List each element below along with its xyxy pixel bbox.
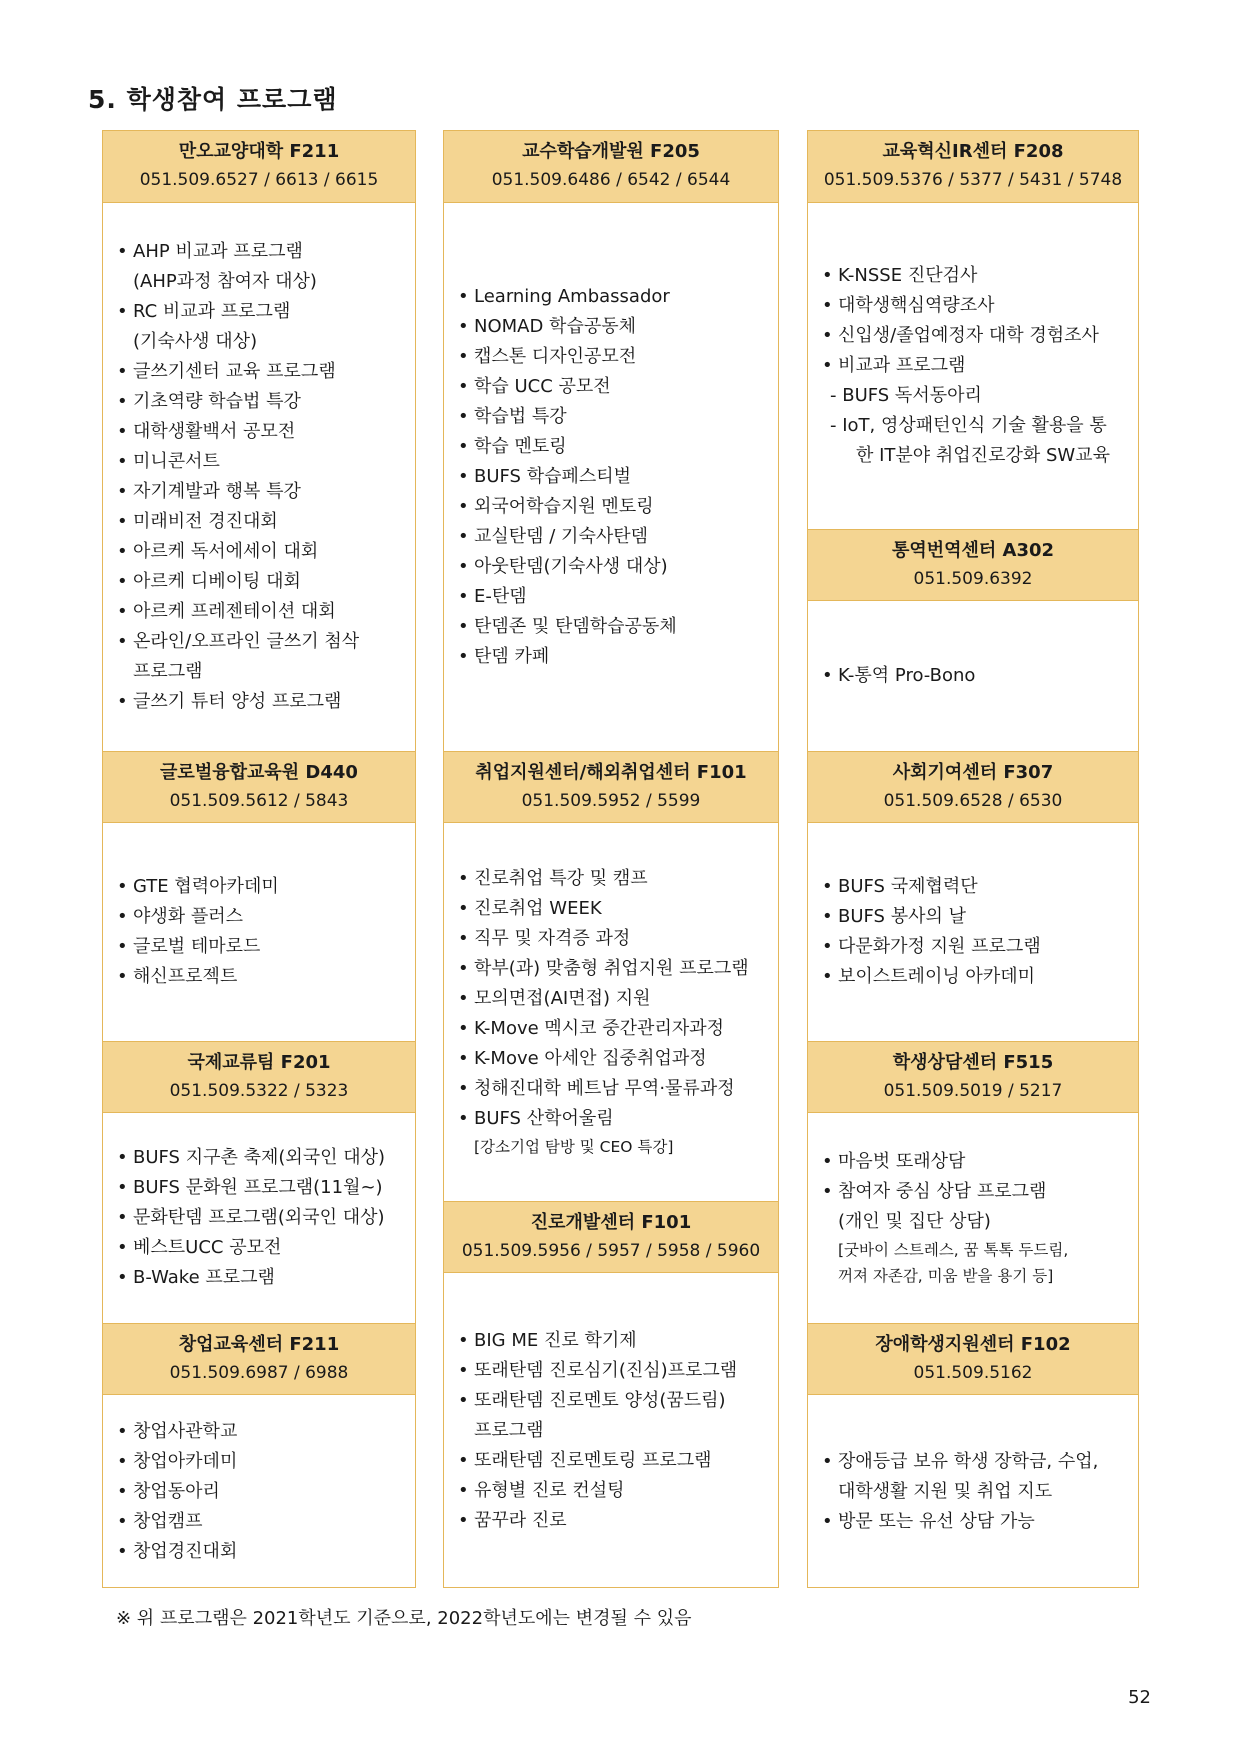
section-body [808,601,1138,751]
program-column-1 [102,130,416,1588]
program-item: • 아르케 프레젠테이션 대회 [117,597,415,627]
section-header [444,751,778,823]
program-item: - BUFS 독서동아리 [830,385,982,406]
section-phone: 051.509.6987 / 6988 [169,1363,349,1383]
program-item: • 창업동아리 [117,1477,415,1507]
section-phone: 051.509.5019 / 5217 [883,1081,1063,1101]
program-item: • RC 비교과 프로그램 [117,297,415,327]
section-name: 만오교양대학 F211 [178,141,340,162]
program-item: • BUFS 학습페스티벌 [458,462,778,492]
section-header [103,1041,415,1113]
footnote: ※ 위 프로그램은 2021학년도 기준으로, 2022학년도에는 변경될 수 있음 [116,1608,692,1629]
program-item: • 베스트UCC 공모전 [117,1233,415,1263]
program-item: • 외국어학습지원 멘토링 [458,492,778,522]
program-item: • 비교과 프로그램 [822,351,1138,381]
section-phone: 051.509.5952 / 5599 [521,791,701,811]
program-item: • 모의면접(AI면접) 지원 [458,984,778,1014]
section-phone: 051.509.6528 / 6530 [883,791,1063,811]
program-item: • Learning Ambassador [458,282,778,312]
section-header [808,529,1138,601]
program-column-3 [807,130,1139,1588]
program-item: • 방문 또는 유선 상담 가능 [822,1507,1138,1537]
program-item: • K-NSSE 진단검사 [822,261,1138,291]
program-item: 프로그램 [474,1420,544,1441]
program-item: • 창업캠프 [117,1507,415,1537]
section-body [444,1273,778,1589]
section-name: 학생상담센터 F515 [892,1052,1054,1073]
program-item: • E-탄뎀 [458,582,778,612]
section-body [103,823,415,1041]
program-item: • 청해진대학 베트남 무역·물류과정 [458,1074,778,1104]
program-list [808,261,1138,471]
program-item: 한 IT분야 취업진로강화 SW교육 [856,445,1110,466]
section-name: 창업교육센터 F211 [178,1334,340,1355]
program-item: • BUFS 문화원 프로그램(11월~) [117,1173,415,1203]
section-body [808,823,1138,1041]
section-body [808,1395,1138,1589]
program-item: • 탄뎀존 및 탄뎀학습공동체 [458,612,778,642]
program-list [444,1326,778,1536]
program-list [444,282,778,672]
program-item: • 장애등급 보유 학생 장학금, 수업, [822,1447,1138,1477]
program-item: • 보이스트레이닝 아카데미 [822,962,1138,992]
program-item: (AHP과정 참여자 대상) [133,271,317,292]
section-body [444,203,778,751]
section-header [808,131,1138,203]
section-body [808,203,1138,529]
program-list [808,661,1138,691]
program-item: (기숙사생 대상) [133,331,258,352]
program-item: • 다문화가정 지원 프로그램 [822,932,1138,962]
section-name: 교수학습개발원 F205 [522,141,700,162]
program-item: • GTE 협력아카데미 [117,872,415,902]
section-name: 취업지원센터/해외취업센터 F101 [475,762,747,783]
section-phone: 051.509.6392 [913,569,1033,589]
program-item: • 기초역량 학습법 특강 [117,387,415,417]
section-name: 국제교류팀 F201 [187,1052,331,1073]
program-list [808,1147,1138,1289]
program-item: 대학생활 지원 및 취업 지도 [838,1481,1053,1502]
program-item: • 창업사관학교 [117,1417,415,1447]
section-name: 진로개발센터 F101 [530,1212,692,1233]
section-body [808,1113,1138,1323]
program-item: • 탄뎀 카페 [458,642,778,672]
program-item: • 학습 멘토링 [458,432,778,462]
program-item: 프로그램 [133,661,203,682]
program-item: • 온라인/오프라인 글쓰기 첨삭 [117,627,415,657]
program-item: [굿바이 스트레스, 꿈 톡톡 두드림, [838,1241,1069,1259]
program-item: • 아르케 디베이팅 대회 [117,567,415,597]
program-item: • K-Move 멕시코 중간관리자과정 [458,1014,778,1044]
program-item: • BUFS 산학어울림 [458,1104,778,1134]
program-item: • 글쓰기센터 교육 프로그램 [117,357,415,387]
section-header [808,1323,1138,1395]
section-header [808,751,1138,823]
program-item: • 글쓰기 튜터 양성 프로그램 [117,687,415,717]
section-header [103,131,415,203]
program-item: • 학부(과) 맞춤형 취업지원 프로그램 [458,954,778,984]
program-list [103,1143,415,1293]
section-header [103,1323,415,1395]
program-item: [강소기업 탐방 및 CEO 특강] [474,1138,674,1156]
program-item: • 또래탄뎀 진로심기(진심)프로그램 [458,1356,778,1386]
program-item: • 대학생활백서 공모전 [117,417,415,447]
section-phone: 051.509.6527 / 6613 / 6615 [139,170,379,190]
program-list [103,872,415,992]
page-title: 5. 학생참여 프로그램 [88,85,338,114]
program-list [808,1447,1138,1537]
program-item: • 문화탄뎀 프로그램(외국인 대상) [117,1203,415,1233]
section-name: 장애학생지원센터 F102 [875,1334,1071,1355]
program-item: • 꿈꾸라 진로 [458,1506,778,1536]
program-item: • 학습 UCC 공모전 [458,372,778,402]
section-body [103,1395,415,1589]
section-name: 통역번역센터 A302 [891,540,1055,561]
program-item: • 미래비전 경진대회 [117,507,415,537]
program-item: • BUFS 국제협력단 [822,872,1138,902]
program-item: • BUFS 지구촌 축제(외국인 대상) [117,1143,415,1173]
section-phone: 051.509.5322 / 5323 [169,1081,349,1101]
program-item: • NOMAD 학습공동체 [458,312,778,342]
program-item: • 글로벌 테마로드 [117,932,415,962]
program-item: • 또래탄뎀 진로멘토 양성(꿈드림) [458,1386,778,1416]
program-item: • 또래탄뎀 진로멘토링 프로그램 [458,1446,778,1476]
program-item: • AHP 비교과 프로그램 [117,237,415,267]
program-item: • 대학생핵심역량조사 [822,291,1138,321]
program-item: (개인 및 집단 상담) [838,1211,991,1232]
program-item: • 아르케 독서에세이 대회 [117,537,415,567]
program-item: • 진로취업 WEEK [458,894,778,924]
section-name: 사회기여센터 F307 [892,762,1054,783]
program-item: • 창업아카데미 [117,1447,415,1477]
section-phone: 051.509.5612 / 5843 [169,791,349,811]
program-item: • K-통역 Pro-Bono [822,661,1138,691]
program-item: • 참여자 중심 상담 프로그램 [822,1177,1138,1207]
program-column-2 [443,130,779,1588]
program-item: • 교실탄뎀 / 기숙사탄뎀 [458,522,778,552]
program-item: • B-Wake 프로그램 [117,1263,415,1293]
program-item: • 아웃탄뎀(기숙사생 대상) [458,552,778,582]
program-item: • 캡스톤 디자인공모전 [458,342,778,372]
section-body [103,203,415,751]
section-phone: 051.509.6486 / 6542 / 6544 [491,170,731,190]
section-header [444,131,778,203]
program-item: • 직무 및 자격증 과정 [458,924,778,954]
program-item: • 창업경진대회 [117,1537,415,1567]
program-item: • 야생화 플러스 [117,902,415,932]
program-list [103,237,415,717]
program-item: - IoT, 영상패턴인식 기술 활용을 통 [830,415,1107,436]
section-header [808,1041,1138,1113]
section-body [103,1113,415,1323]
program-item: • BUFS 봉사의 날 [822,902,1138,932]
program-item: 꺼져 자존감, 미움 받을 용기 등] [838,1267,1054,1285]
section-phone: 051.509.5162 [913,1363,1033,1383]
section-header [103,751,415,823]
program-item: • BIG ME 진로 학기제 [458,1326,778,1356]
program-item: • 신입생/졸업예정자 대학 경험조사 [822,321,1138,351]
program-item: • 마음벗 또래상담 [822,1147,1138,1177]
program-list [103,1417,415,1567]
section-header [444,1201,778,1273]
section-phone: 051.509.5956 / 5957 / 5958 / 5960 [461,1241,761,1261]
program-item: • 진로취업 특강 및 캠프 [458,864,778,894]
program-item: • 해신프로젝트 [117,962,415,992]
program-item: • K-Move 아세안 집중취업과정 [458,1044,778,1074]
program-list [444,864,778,1160]
page-number: 52 [1128,1687,1151,1708]
program-list [808,872,1138,992]
program-item: • 학습법 특강 [458,402,778,432]
program-item: • 미니콘서트 [117,447,415,477]
section-name: 교육혁신IR센터 F208 [882,141,1064,162]
section-phone: 051.509.5376 / 5377 / 5431 / 5748 [823,170,1123,190]
program-item: • 유형별 진로 컨설팅 [458,1476,778,1506]
program-item: • 자기계발과 행복 특강 [117,477,415,507]
section-name: 글로벌융합교육원 D440 [160,762,358,783]
section-body [444,823,778,1201]
